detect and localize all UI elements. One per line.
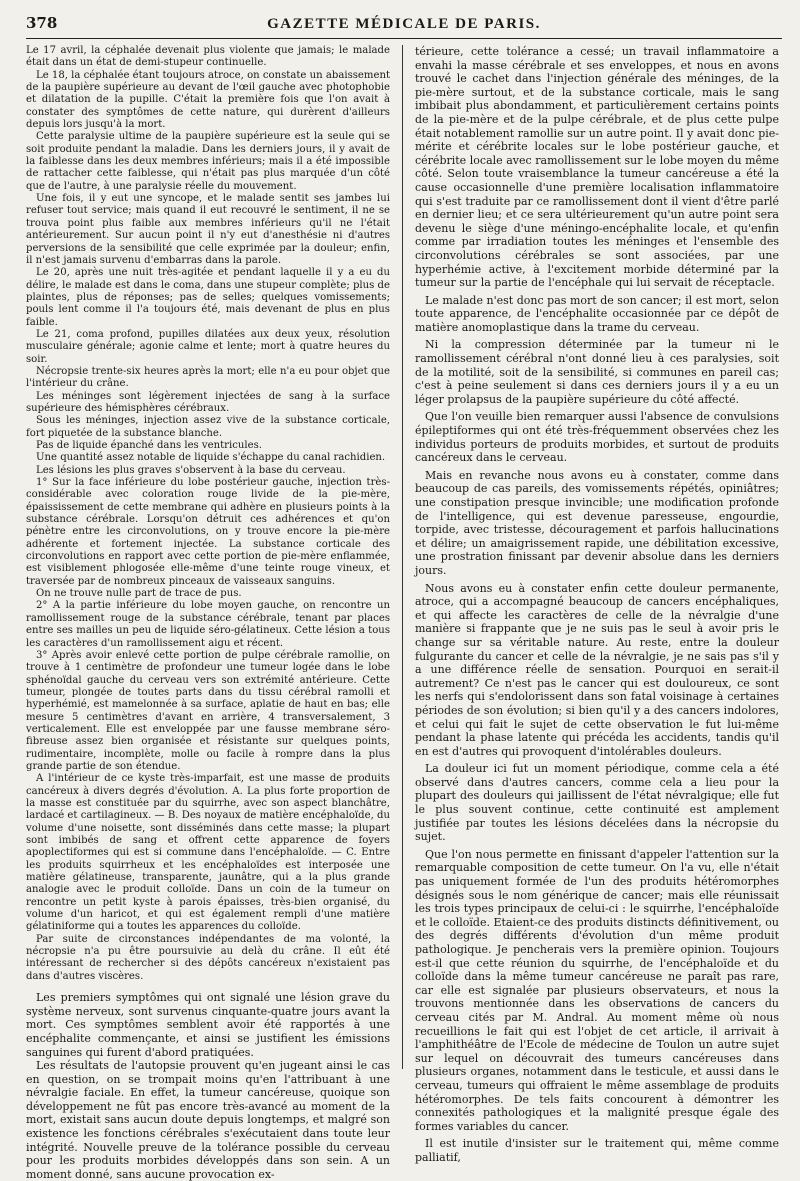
paragraph: térieure, cette tolérance a cessé; un travail inflammatoire a envahi la masse cérébrale et ses enveloppes, et nous en avons trouvé le cachet dans l'injection générale des méninges, de la pie-mère surtout, et de la substance corticale, mais le sang imbibait plus abondamment, et particulièrement certains points de la pie-mère et de la pulpe cérébrale, et de plus cette pulpe était notablement ramollie sur un autre point. Il y avait donc pie-mérite et cérébrite locales sur le lobe postérieur gauche, et cérébrite locale avec ramollissement sur le lobe moyen du même côté. Selon toute vraisemblance la tumeur cancéreuse a été la cause occasionnelle d'une première localisation inflammatoire qui s'est traduite par ce ramollissement dont il vient d'être parlé en dernier lieu; et ce sera ultérieurement qu'un autre point sera devenu le siège d'une méningo-encéphalite locale, et qu'enfin comme par irradiation toutes les méninges et l'ensemble des circonvolutions cérébrales se sont associées, par une hyperhémie active, à l'excitement morbide déterminé par la tumeur sur la partie de l'encéphale qui lui servait de réceptacle. — [415, 45, 779, 290]
paragraph: Les méninges sont légèrement injectées de sang à la surface supérieure des hémisphères cérébraux. — [26, 390, 390, 414]
paragraph: Une fois, il y eut une syncope, et le malade sentit ses jambes lui refuser tout service; mais quand il eut recouvré le sentiment, il ne se trouva point plus faible aux membres inférieurs qu'il ne l'était antérieurement. Sur aucun point il n'y eut d'anesthésie ni d'autres perversions de la sensibilité que celle exprimée par la douleur; enfin, il n'est jamais survenu d'embarras dans la parole. — [26, 193, 390, 266]
paragraph: Cette paralysie ultime de la paupière supérieure est la seule qui se soit produite pendant la maladie. Dans les derniers jours, il y avait de la faiblesse dans les deux membres inférieurs; mais il a été impossible de rattacher cette faiblesse, qui n'était pas plus marquée d'un côté que de l'autre, à une paralysie réelle du mouvement. — [26, 131, 390, 192]
page-number: 378 — [26, 14, 58, 32]
text-columns — [26, 45, 782, 1181]
paragraph: Les lésions les plus graves s'observent à la base du cerveau. — [36, 464, 346, 476]
paragraph: Par suite de circonstances indépendantes de ma volonté, la nécropsie n'a pu être poursuivie au delà du crâne. Il eût été intéressant de rechercher si des dépôts cancéreux n'existaient pas dans d'autres viscères. — [26, 933, 390, 982]
paragraph: 3° Après avoir enlevé cette portion de pulpe cérébrale ramollie, on trouve à 1 centimètre de profondeur une tumeur logée dans le lobe sphénoïdal gauche du cerveau vers son extrémité antérieure. Cette tumeur, plongée de toutes parts dans du tissu cérébral ramolli et hyperhémié, est mamelonnée à sa surface, aplatie de haut en bas; elle mesure 5 centimètres d'avant en arrière, 4 transversalement, 3 verticalement. Elle est enveloppée par une fausse membrane séro-fibreuse assez bien organisée et résistante sur quelques points, rudimentaire, incomplète, molle ou facile à rompre dans la plus grande partie de son étendue. — [26, 649, 390, 772]
paragraph: Le 18, la céphalée étant toujours atroce, on constate un abaissement de la paupière supérieure au devant de l'œil gauche avec photophobie et dilatation de la pupille. C'était la première fois que l'on avait à constater des symptômes de cette nature, qui durèrent d'ailleurs depuis lors jusqu'à la mort. — [26, 69, 390, 131]
paragraph: Il est inutile d'insister sur le traitement qui, même comme palliatif, — [415, 1137, 779, 1164]
paragraph: Les résultats de l'autopsie prouvent qu'en jugeant ainsi le cas en question, on se trompait moins qu'en l'attribuant à une névralgie faciale. En effet, la tumeur cancéreuse, quoique son développement ne fût pas encore très-avancé au moment de la mort, existait sans aucun doute depuis longtemps, et malgré son existence les fonctions cérébrales s'exécutaient dans toute leur intégrité. Nouvelle preuve de la tolérance possible du cerveau pour les produits morbides développés dans son sein. A un moment donné, sans aucune provocation ex- — [26, 1059, 390, 1181]
paragraph: Mais en revanche nous avons eu à constater, comme dans beaucoup de cas pareils, des vomissements répétés, opiniâtres; une constipation presque invincible; une modification profonde de l'intelligence, qui est devenue paresseuse, engourdie, torpide, avec tristesse, découragement et parfois hallucinations et délire; un amaigrissement rapide, une débilitation excessive, une prostration finissant par devenir absolue dans les derniers jours. — [415, 468, 779, 577]
paragraph: Que l'on veuille bien remarquer aussi l'absence de convulsions épileptiformes qui ont été très-fréquemment observées chez les individus porteurs de produits morbides, et surtout de produits cancéreux dans le cerveau. — [415, 410, 779, 465]
paragraph: La douleur ici fut un moment périodique, comme cela a été observé dans d'autres cancers, comme cela a lieu pour la plupart des douleurs qui jaillissent de l'état névralgique; elle fut le plus souvent continue, cette continuité est amplement justifiée par toutes les lésions décelées dans la nécropsie du sujet. — [415, 762, 779, 844]
paragraph: Nous avons eu à constater enfin cette douleur permanente, atroce, qui a accompagné beaucoup de cancers encéphaliques, et qui affecte les caractères de celle de la névralgie d'une manière si frappante que je ne suis pas le seul à avoir pris le change sur sa véritable nature. Au reste, entre la douleur fulgurante du cancer et celle de la névralgie, je ne sais pas s'il y a une différence réelle de sensation. Pourquoi en serait-il autrement? Ce n'est pas le cancer qui est douloureux, ce sont les nerfs qui s'endolorissent dans son fatal voisinage à certaines périodes de son évolution; si bien qu'il y a des cancers indolores, et celui qui fait le sujet de cette observation le fut lui-même pendant la phase latente qui précéda les accidents, tandis qu'il en est d'autres qui provoquent d'intolérables douleurs. — [415, 581, 779, 758]
paragraph: Ni la compression déterminée par la tumeur ni le ramollissement cérébral n'ont donné lieu à ces paralysies, soit de la motilité, soit de la sensibilité, si communes en pareil cas; c'est à peine seulement si dans ces derniers jours il y a eu un léger prolapsus de la paupière supérieure du côté affecté. — [415, 338, 779, 406]
journal-title: GAZETTE MÉDICALE DE PARIS. — [267, 16, 541, 32]
column-divider — [402, 45, 403, 1069]
paragraph: Le 21, coma profond, pupilles dilatées aux deux yeux, résolution musculaire générale; agonie calme et lente; mort à quatre heures du soir. — [26, 328, 390, 365]
paragraph: Une quantité assez notable de liquide s'échappe du canal rachidien. — [36, 452, 386, 464]
paragraph: Nécropsie trente-six heures après la mort; elle n'a eu pour objet que l'intérieur du crâne. — [26, 365, 390, 390]
paragraph: Le 20, après une nuit très-agitée et pendant laquelle il y a eu du délire, le malade est dans le coma, dans une stupeur complète; plus de plaintes, plus de réponses; pas de selles; quelques vomissements; pouls lent comme il l'a toujours été, mais devenant de plus en plus faible. — [26, 267, 390, 328]
left-column — [26, 45, 398, 1181]
paragraph: Que l'on nous permette en finissant d'appeler l'attention sur la remarquable composition de cette tumeur. On l'a vu, elle n'était pas uniquement formée de l'un des produits hétéromorphes désignés sous le nom générique de cancer; mais elle réunissait les trois types principaux de celui-ci : le squirrhe, l'encéphaloïde et le colloïde. Etaient-ce des produits distincts définitivement, ou des degrés différents d'évolution d'un même produit pathologique. Je pencherais vers la première opinion. Toujours est-il que cette réunion du squirrhe, de l'encéphaloïde et du colloïde dans la même tumeur cancéreuse ne paraît pas rare, car elle est signalée par plusieurs observateurs, et nous la trouvons mentionnée dans les observations de cancers du cerveau cités par M. Andral. Au moment même où nous recueillions le fait qui est l'objet de cet article, il arrivait à l'amphithéâtre de l'Ecole de médecine de Toulon un autre sujet sur lequel on découvrait des tumeurs cancéreuses dans plusieurs organes, notamment dans le testicule, et aussi dans le cerveau, tumeurs qui offraient le même assemblage de produits hétéromorphes. De tels faits concourent à démontrer les connexités pathologiques et la malignité presque égale des formes variables du cancer. — [415, 847, 779, 1133]
paragraph: Le malade n'est donc pas mort de son cancer; il est mort, selon toute apparence, de l'encéphalite occasionnée par ce dépôt de matière anomoplastique dans la trame du cerveau. — [415, 293, 779, 334]
paragraph: 2° A la partie inférieure du lobe moyen gauche, on rencontre un ramollissement rouge de la substance cérébrale, tenant par places entre ses mailles un peu de liquide séro-gélatineux. Cette lésion a tous les caractères d'un ramollissement aigu et récent. — [26, 600, 390, 649]
paragraph: A l'intérieur de ce kyste très-imparfait, est une masse de produits cancéreux à divers degrés d'évolution. A. La plus forte proportion de la masse est constituée par du squirrhe, avec son aspect blanchâtre, lardacé et cartilagineux. — B. Des noyaux de matière encéphaloïde, du volume d'une noisette, sont disséminés dans cette masse; la plupart sont imbibés de sang et offrent cette apparence de foyers apoplectiformes qui est si commune dans l'encéphaloïde. — C. Entre les produits squirrheux et les encéphaloïdes est interposée une matière gélatineuse, transparente, jaunâtre, qui a la plus grande analogie avec le produit colloïde. Dans un coin de la tumeur on rencontre un petit kyste à parois épaisses, très-bien organisé, du volume d'un haricot, et qui est également rempli d'une matière gélatiniforme qui a toutes les apparences du colloïde. — [26, 773, 390, 933]
paragraph: Le 17 avril, la céphalée devenait plus violente que jamais; le malade était dans un état de demi-stupeur continuelle. — [26, 45, 390, 69]
right-column — [407, 45, 779, 1164]
page-header — [26, 14, 782, 39]
paragraph: Sous les méninges, injection assez vive de la substance corticale, fort piquetée de la substance blanche. — [26, 415, 390, 439]
paragraph: 1° Sur la face inférieure du lobe postérieur gauche, injection très-considérable avec coloration rouge livide de la pie-mère, épaississement de cette membrane qui adhère en plusieurs points à la substance cérébrale. Lorsqu'on détruit ces adhérences et qu'on pénètre entre les circonvolutions, on y trouve encore la pie-mère adhérente et fortement injectée. La substance corticale des circonvolutions en rapport avec cette portion de pie-mère enflammée, est visiblement phlogosée elle-même d'une teinte rouge vineux, et traversée par de nombreux pinceaux de vaisseaux sanguins. — [26, 477, 390, 587]
paragraph: On ne trouve nulle part de trace de pus. — [36, 588, 242, 600]
paragraph: Les premiers symptômes qui ont signalé une lésion grave du système nerveux, sont survenus cinquante-quatre jours avant la mort. Ces symptômes semblent avoir été rapportés à une encéphalite commençante, et ainsi se justifient les émissions sanguines qui furent d'abord pratiquées. — [26, 991, 390, 1059]
paragraph: Pas de liquide épanché dans les ventricules. — [36, 440, 262, 451]
